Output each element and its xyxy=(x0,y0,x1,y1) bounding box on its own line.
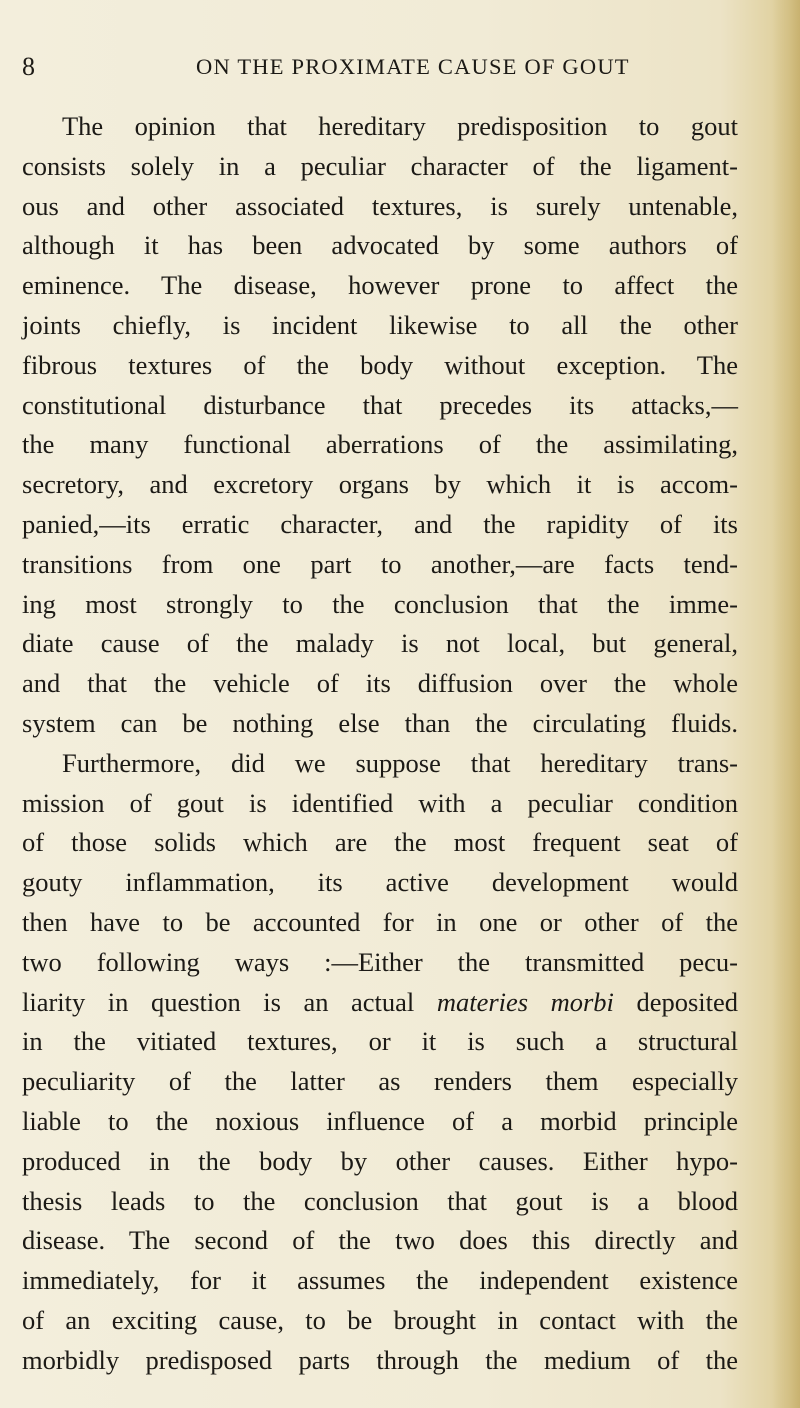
text-line-with-italic xyxy=(22,983,738,1023)
text-line: diate cause of the malady is not local, but general, xyxy=(22,628,738,659)
page-number: 8 xyxy=(22,52,36,81)
text-line: and that the vehicle of its diffusion over the whole xyxy=(22,668,738,699)
text-line: transitions from one part to another,—are facts tend- xyxy=(22,548,738,579)
text-line: gouty inflammation, its active development would xyxy=(22,867,738,898)
text-segment: deposited xyxy=(613,986,739,1017)
page-edge-shading xyxy=(772,0,800,1408)
text-line: the many functional aberrations of the assimilating, xyxy=(22,429,738,460)
text-line: morbidly predisposed parts through the medium of the xyxy=(22,1344,738,1375)
text-line: system can be nothing else than the circulating fluids. xyxy=(22,707,738,738)
text-line: peculiarity of the latter as renders them especially xyxy=(22,1066,738,1097)
text-line: consists solely in a peculiar character of the ligament- xyxy=(22,150,738,181)
text-line: in the vitiated textures, or it is such a structural xyxy=(22,1026,738,1057)
text-line: of those solids which are the most frequent seat of xyxy=(22,827,738,858)
running-head: ON THE PROXIMATE CAUSE OF GOUT xyxy=(196,54,630,79)
text-line: ous and other associated textures, is surely untenable, xyxy=(22,190,738,221)
text-line: disease. The second of the two does this directly and xyxy=(22,1225,738,1256)
text-line: then have to be accounted for in one or other of the xyxy=(22,906,738,937)
text-line: mission of gout is identified with a peculiar condition xyxy=(22,787,738,818)
text-line: Furthermore, did we suppose that hereditary trans- xyxy=(62,747,738,778)
text-line: The opinion that hereditary predisposition to gout xyxy=(62,111,738,141)
text-line: panied,—its erratic character, and the rapidity of its xyxy=(22,508,738,539)
text-line: thesis leads to the conclusion that gout is a blood xyxy=(22,1185,738,1216)
text-line: eminence. The disease, however prone to affect the xyxy=(22,270,738,301)
text-line: constitutional disturbance that precedes its attacks,— xyxy=(22,389,738,420)
text-line: liable to the noxious influence of a morbid principle xyxy=(22,1105,738,1136)
text-line: joints chiefly, is incident likewise to all the other xyxy=(22,309,738,340)
text-line: ing most strongly to the conclusion that the imme- xyxy=(22,588,738,619)
text-line: fibrous textures of the body without exception. The xyxy=(22,349,738,380)
text-line: of an exciting cause, to be brought in contact with the xyxy=(22,1304,738,1335)
text-line: secretory, and excretory organs by which it is accom- xyxy=(22,469,738,500)
text-line: immediately, for it assumes the independent existence xyxy=(22,1265,738,1296)
body-text xyxy=(22,107,738,1381)
text-segment: liarity in question is an actual xyxy=(22,986,437,1017)
italic-phrase: materies morbi xyxy=(436,986,614,1017)
text-line: two following ways :—Either the transmitted pecu- xyxy=(22,946,738,977)
text-line: produced in the body by other causes. Either hypo- xyxy=(22,1145,738,1176)
text-line: although it has been advocated by some authors of xyxy=(22,230,738,261)
page-header xyxy=(22,52,742,92)
